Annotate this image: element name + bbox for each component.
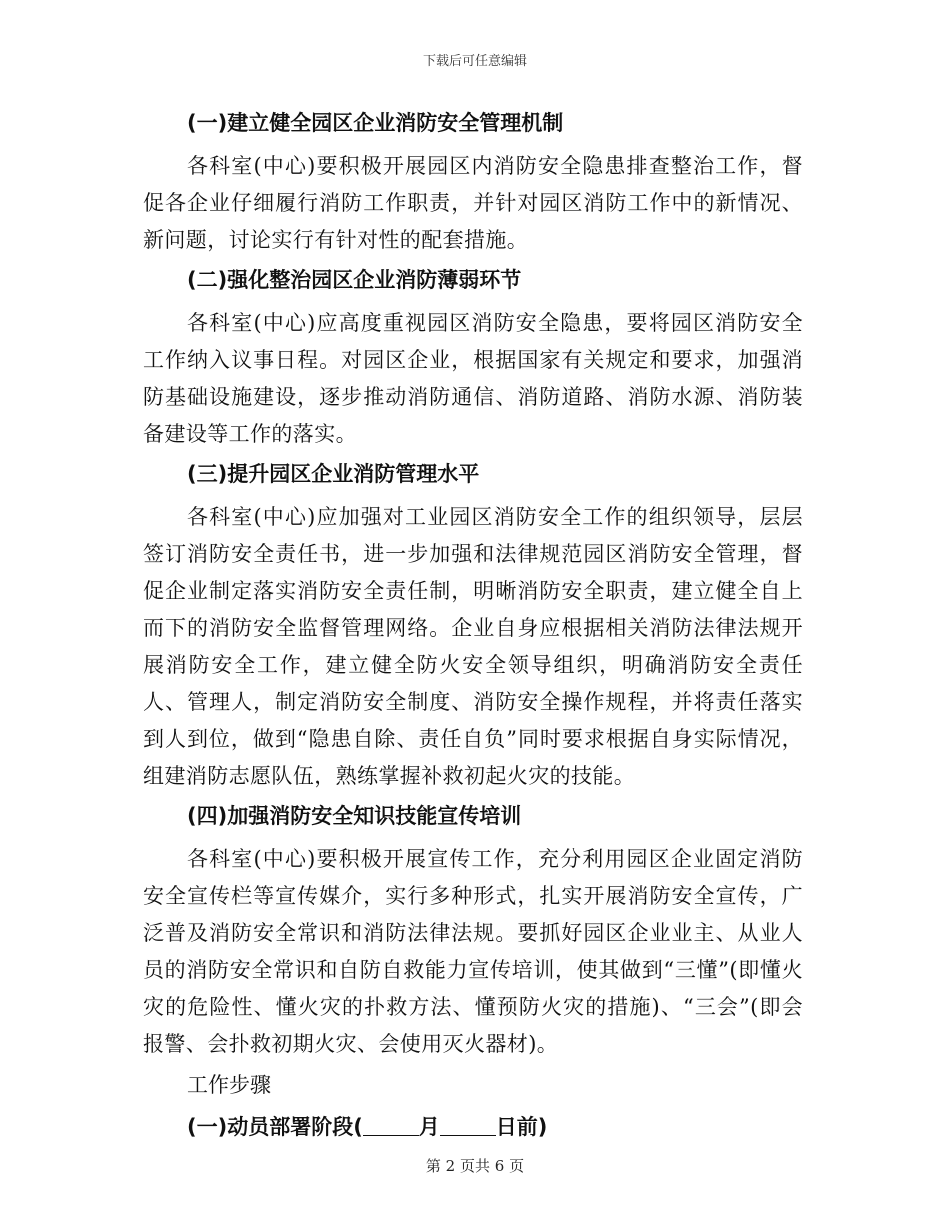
page-footer: 第 2 页共 6 页	[425, 1157, 525, 1175]
section-heading: (四)加强消防安全知识技能宣传培训	[187, 804, 522, 828]
step-1-day: 日前)	[495, 1115, 548, 1139]
step-1-prefix: (一)动员部署阶段(	[187, 1115, 363, 1139]
section-2	[143, 263, 803, 453]
document-body	[143, 106, 803, 1152]
section-1	[143, 106, 803, 259]
section-heading: (三)提升园区企业消防管理水平	[187, 462, 480, 486]
section-heading: (一)建立健全园区企业消防安全管理机制	[187, 111, 564, 135]
step-1-month: 月	[418, 1115, 440, 1139]
section-3	[143, 457, 803, 795]
section-heading: (二)强化整治园区企业消防薄弱环节	[187, 268, 522, 292]
step-1-heading	[143, 1110, 803, 1144]
section-paragraph: 各科室(中心)应加强对工业园区消防安全工作的组织领导，层层签订消防安全责任书，进一步加强和法律规范园区消防安全管理，督促企业制定落实消防安全责任制，明晰消防安全职责，建立健全自上而下的消防安全监督管理网络。企业自身应根据相关消防法律法规开展消防安全工作，建立健全防火安全领导组织，明确消防安全责任人、管理人，制定消防安全制度、消防安全操作规程，并将责任落实到人到位，做到“隐患自除、责任自负”同时要求根据自身实际情况，组建消防志愿队伍，熟练掌握补救初起火灾的技能。	[143, 505, 803, 788]
section-paragraph: 各科室(中心)要积极开展宣传工作，充分利用园区企业固定消防安全宣传栏等宣传媒介，实行多种形式，扎实开展消防安全宣传，广泛普及消防安全常识和消防法律法规。要抓好园区企业业主、从业人员的消防安全常识和自防自救能力宣传培训，使其做到“三懂”(即懂火灾的危险性、懂火灾的扑救方法、懂预防火灾的措施)、“三会”(即会报警、会扑救初期火灾、会使用灭火器材)。	[143, 847, 803, 1056]
section-paragraph: 各科室(中心)要积极开展园区内消防安全隐患排查整治工作，督促各企业仔细履行消防工作职责，并针对园区消防工作中的新情况、新问题，讨论实行有针对性的配套措施。	[143, 154, 803, 252]
day-blank	[440, 1115, 496, 1136]
section-4	[143, 799, 803, 1063]
steps-label: 工作步骤	[187, 1073, 271, 1097]
page-header: 下载后可任意编辑	[422, 54, 527, 69]
section-paragraph: 各科室(中心)应高度重视园区消防安全隐患，要将园区消防安全工作纳入议事日程。对园区企业，根据国家有关规定和要求，加强消防基础设施建设，逐步推动消防通信、消防道路、消防水源、消防装备建设等工作的落实。	[143, 311, 803, 446]
month-blank	[363, 1115, 419, 1136]
